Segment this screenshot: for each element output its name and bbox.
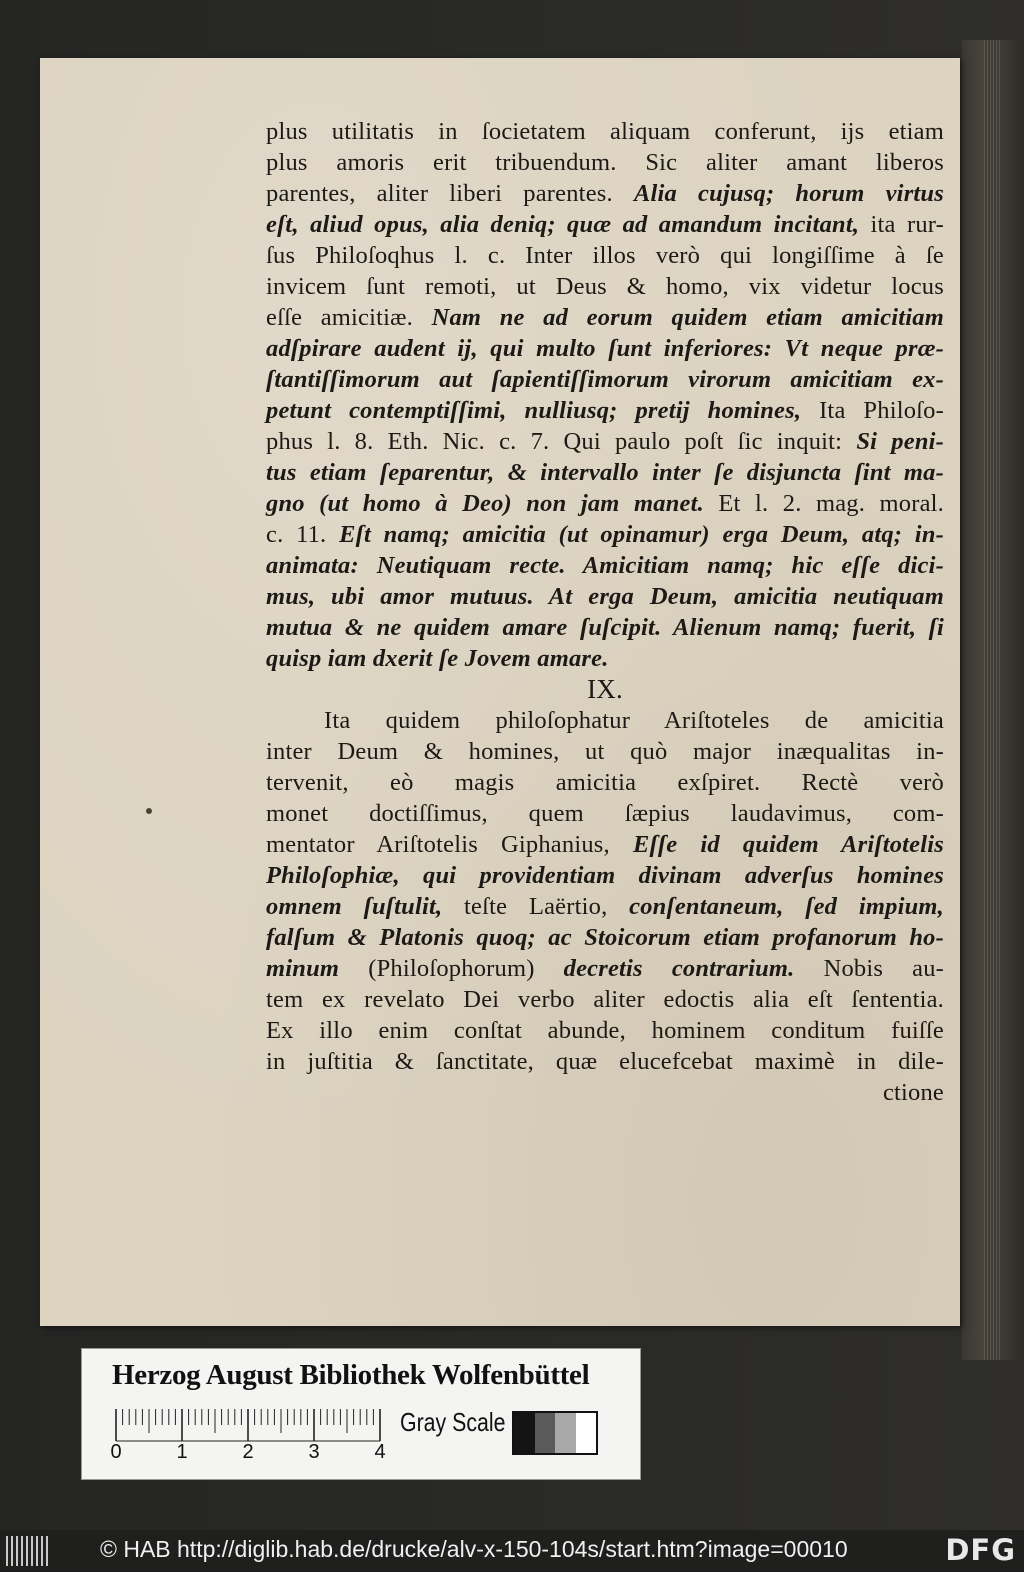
text-line: [266, 860, 944, 891]
text-line: [266, 333, 944, 364]
text-line: [266, 953, 944, 984]
text-line: [266, 271, 944, 302]
footer-bar: [0, 1530, 1024, 1572]
roman-text: Et l. 2. mag. moral.: [718, 490, 944, 517]
ruler-number: 1: [176, 1441, 188, 1463]
roman-text: Ex illo enim conſtat abunde, hominem conditum fuiſſe: [266, 1017, 944, 1044]
roman-text: in juſtitia & ſanctitate, quæ elucefcebat maximè in dile-: [266, 1048, 944, 1075]
text-line: [266, 519, 944, 550]
gray-swatch: [555, 1413, 576, 1453]
italic-text: Eſt namq; amicitia (ut opinamur) erga Deum, atq; in-: [339, 521, 944, 548]
ruler-number: 4: [374, 1441, 386, 1463]
roman-text: mentator Ariſtotelis Giphanius,: [266, 831, 610, 858]
roman-text: ita rur-: [870, 211, 944, 238]
roman-text: Ita Philoſo-: [819, 397, 944, 424]
italic-text: petunt contemptiſſimi, nulliusq; pretij homines,: [266, 397, 802, 424]
roman-text: mutua & ne quidem amare ſuſcipit. Alienum namq; fuerit, ſi: [266, 614, 944, 641]
text-line: [266, 488, 944, 519]
library-title: Herzog August Bibliothek Wolfenbüttel: [112, 1359, 590, 1391]
text-line: [266, 147, 944, 178]
text-line: [266, 426, 944, 457]
text-line: [266, 457, 944, 488]
gray-swatch: [514, 1413, 535, 1453]
roman-text: inter Deum & homines, ut quò major inæqualitas in-: [266, 738, 944, 765]
text-line: [266, 1046, 944, 1077]
roman-text: (Philoſophorum): [368, 955, 535, 982]
text-line: [266, 891, 944, 922]
text-line: [266, 705, 944, 736]
roman-text: c. 11.: [266, 521, 327, 548]
italic-text: Si peni-: [856, 428, 945, 455]
text-line: [266, 240, 944, 271]
roman-text: phus l. 8. Eth. Nic. c. 7. Qui paulo poſt ſic inquit:: [266, 428, 843, 455]
roman-text: falſum & Platonis quoq; ac Stoicorum etiam profanorum ho-: [266, 924, 944, 951]
ruler-number: 3: [308, 1441, 320, 1463]
italic-text: conſentaneum, ſed impium,: [629, 893, 944, 920]
roman-text: eſſe amicitiæ.: [266, 304, 414, 331]
gray-swatch: [576, 1413, 597, 1453]
roman-text: ſtantiſſimorum aut ſapientiſſimorum virorum amicitiam ex-: [266, 366, 944, 393]
text-line: [266, 116, 944, 147]
roman-text: ſus Philoſoqhus l. c. Inter illos verò qui longiſſime à ſe: [266, 242, 944, 269]
page-text: [266, 116, 944, 1108]
italic-text: eſt, aliud opus, alia deniq; quæ ad amandum incitant,: [266, 211, 860, 238]
text-line: [266, 1077, 944, 1108]
text-line: [266, 581, 944, 612]
text-line: [266, 178, 944, 209]
italic-text: gno (ut homo à Deo) non jam manet.: [266, 490, 704, 517]
roman-text: ctione: [882, 1079, 944, 1106]
text-line: [266, 922, 944, 953]
barcode-icon: [6, 1536, 48, 1566]
italic-text: omnem ſuſtulit,: [266, 893, 443, 920]
italic-text: Alia cujusq; horum virtus: [633, 180, 944, 207]
text-line: [266, 1015, 944, 1046]
roman-text: Nobis au-: [823, 955, 945, 982]
roman-text: parentes, aliter liberi parentes.: [266, 180, 613, 207]
text-line: [266, 364, 944, 395]
roman-text: adſpirare audent ij, qui multo ſunt inferiores: Vt neque præ-: [266, 335, 944, 362]
text-line: [266, 984, 944, 1015]
page-mark: [146, 808, 152, 814]
text-line: [266, 798, 944, 829]
text-line: [266, 395, 944, 426]
gray-scale-label: Gray Scale: [400, 1407, 506, 1437]
italic-text: decretis contrarium.: [563, 955, 795, 982]
text-line: [266, 674, 944, 705]
ruler-number: 0: [110, 1441, 122, 1463]
roman-text: quisp iam dxerit ſe Jovem amare.: [266, 645, 609, 672]
roman-text: Philoſophiæ, qui providentiam divinam adverſus homines: [266, 862, 944, 889]
roman-text: Ita quidem philoſophatur Ariſtoteles de amicitia: [324, 707, 944, 734]
gray-swatch: [535, 1413, 556, 1453]
text-line: [266, 643, 944, 674]
text-line: [266, 767, 944, 798]
italic-text: Eſſe id quidem Ariſtotelis: [632, 831, 945, 858]
roman-text: tervenit, eò magis amicitia exſpiret. Rectè verò: [266, 769, 944, 796]
text-line: [266, 550, 944, 581]
roman-text: invicem ſunt remoti, ut Deus & homo, vix videtur locus: [266, 273, 944, 300]
text-line: [266, 302, 944, 333]
text-line: [266, 736, 944, 767]
dfg-logo: DFG: [945, 1533, 1016, 1567]
text-line: [266, 829, 944, 860]
book-edge: [962, 40, 1024, 1360]
footer-copyright: © HAB http://diglib.hab.de/drucke/alv-x-150-104s/start.htm?image=00010: [100, 1536, 848, 1562]
roman-text: tem ex revelato Dei verbo aliter edoctis alia eſt ſententia.: [266, 986, 944, 1013]
roman-text: monet doctiſſimus, quem ſæpius laudavimus, com-: [266, 800, 944, 827]
text-line: [266, 612, 944, 643]
ruler-number: 2: [242, 1441, 254, 1463]
text-line: [266, 209, 944, 240]
roman-text: tus etiam ſeparentur, & intervallo inter ſe disjuncta ſint ma-: [266, 459, 944, 486]
roman-text: plus amoris erit tribuendum. Sic aliter amant liberos: [266, 149, 944, 176]
roman-text: plus utilitatis in ſocietatem aliquam conferunt, ijs etiam: [266, 118, 944, 145]
roman-text: mus, ubi amor mutuus. At erga Deum, amicitia neutiquam: [266, 583, 944, 610]
roman-text: animata: Neutiquam recte. Amicitiam namq; hic eſſe dici-: [266, 552, 944, 579]
italic-text: Nam ne ad eorum quidem etiam amicitiam: [431, 304, 944, 331]
library-card: [81, 1348, 641, 1480]
roman-text: teſte Laërtio,: [464, 893, 608, 920]
roman-text: IX.: [587, 674, 623, 704]
gray-scale-chart: [512, 1411, 598, 1455]
italic-text: minum: [266, 955, 340, 982]
